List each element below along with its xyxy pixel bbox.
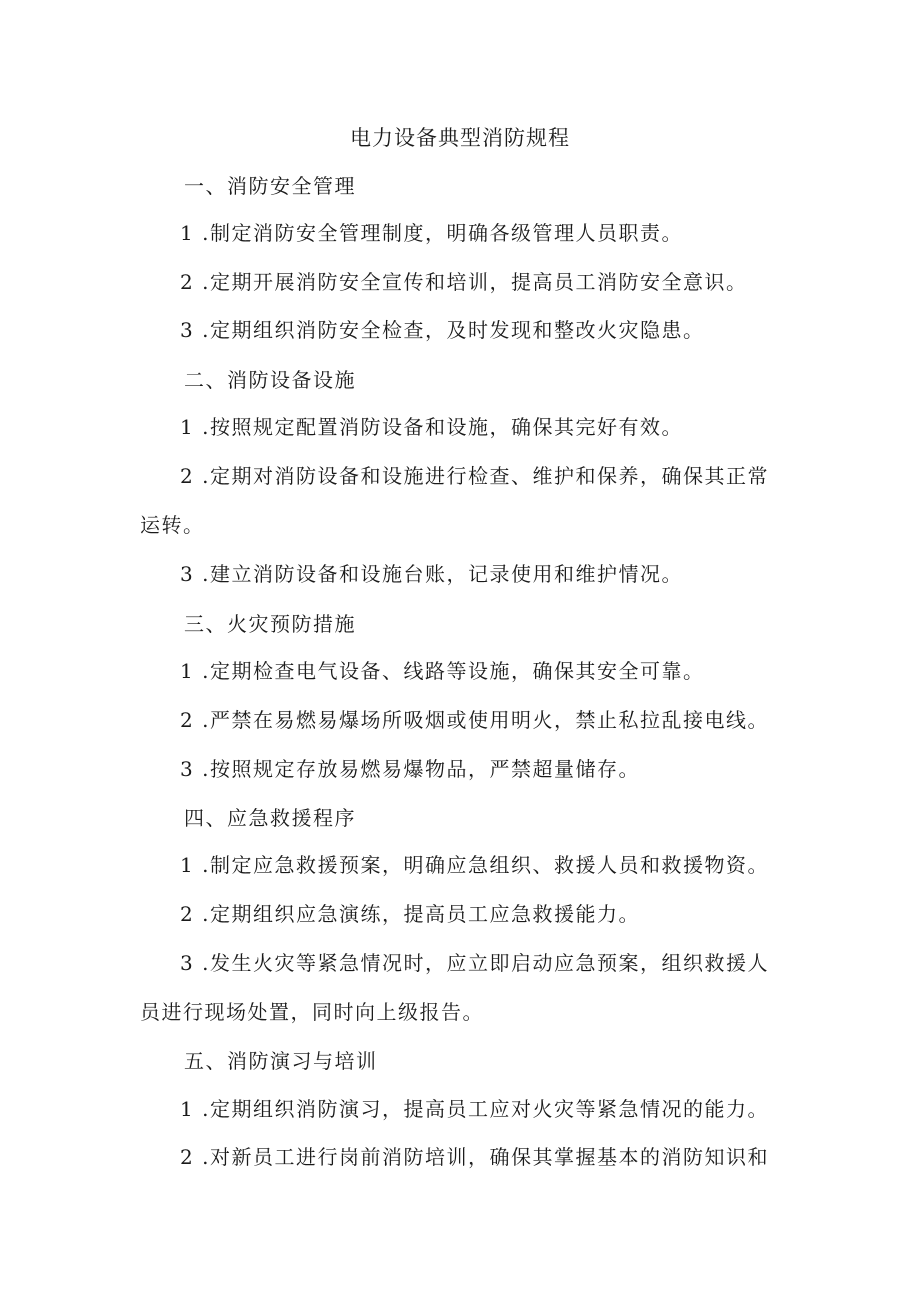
paragraph-line: 3 .定期组织消防安全检查，及时发现和整改火灾隐患。 (180, 318, 705, 342)
paragraph-line: 1 .定期组织消防演习，提高员工应对火灾等紧急情况的能力。 (180, 1097, 769, 1121)
section-heading-4: 四、应急救援程序 (184, 806, 356, 830)
paragraph-line: 2 .严禁在易燃易爆场所吸烟或使用明火，禁止私拉乱接电线。 (180, 708, 769, 732)
document-title: 电力设备典型消防规程 (350, 126, 570, 150)
paragraph-line: 3 .发生火灾等紧急情况时，应立即启动应急预案，组织救援人 (180, 951, 769, 975)
paragraph-line: 3 .按照规定存放易燃易爆物品，严禁超量储存。 (180, 757, 640, 781)
paragraph-line-continued: 运转。 (140, 513, 205, 537)
paragraph-line: 2 .定期开展消防安全宣传和培训，提高员工消防安全意识。 (180, 270, 748, 294)
section-heading-3: 三、火灾预防措施 (184, 612, 356, 636)
paragraph-line: 1 .按照规定配置消防设备和设施，确保其完好有效。 (180, 415, 683, 439)
paragraph-line: 1 .定期检查电气设备、线路等设施，确保其安全可靠。 (180, 659, 705, 683)
paragraph-line: 2 .对新员工进行岗前消防培训，确保其掌握基本的消防知识和 (180, 1145, 769, 1169)
paragraph-line: 2 .定期对消防设备和设施进行检查、维护和保养，确保其正常 (180, 464, 769, 488)
paragraph-line: 2 .定期组织应急演练，提高员工应急救援能力。 (180, 902, 640, 926)
paragraph-line: 1 .制定消防安全管理制度，明确各级管理人员职责。 (180, 221, 683, 245)
section-heading-2: 二、消防设备设施 (184, 368, 356, 392)
paragraph-line: 1 .制定应急救援预案，明确应急组织、救援人员和救援物资。 (180, 853, 769, 877)
section-heading-1: 一、消防安全管理 (184, 174, 356, 198)
paragraph-line-continued: 员进行现场处置，同时向上级报告。 (140, 1000, 484, 1024)
paragraph-line: 3 .建立消防设备和设施台账，记录使用和维护情况。 (180, 562, 683, 586)
section-heading-5: 五、消防演习与培训 (184, 1049, 378, 1073)
